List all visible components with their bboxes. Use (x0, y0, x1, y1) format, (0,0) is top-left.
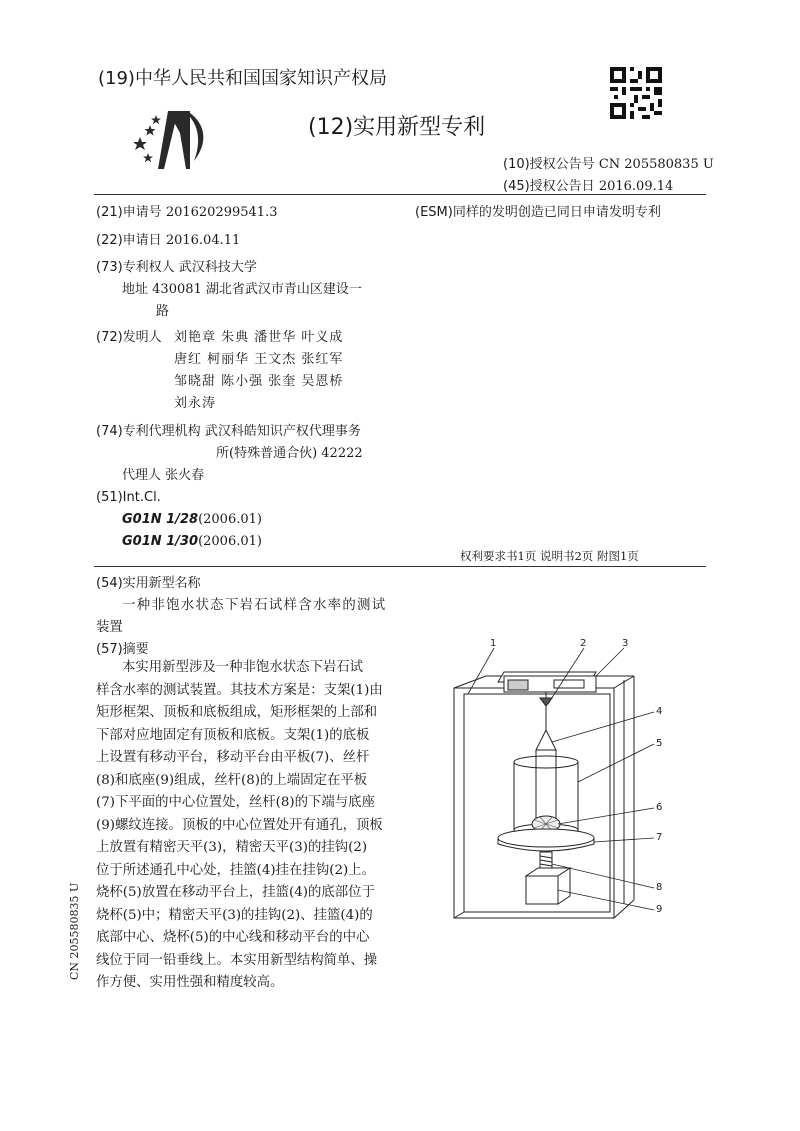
address-line-1: 430081 湖北省武汉市青山区建设一 (152, 282, 362, 297)
header-divider (94, 194, 706, 195)
ipc-date: (2006.01) (198, 534, 262, 549)
application-number (96, 201, 277, 220)
publication-date-label: (45)授权公告日 (503, 179, 595, 194)
agency (96, 420, 361, 439)
utility-model-title-label: (54)实用新型名称 (96, 576, 201, 591)
figure-label-4: 4 (656, 706, 663, 717)
figure-label-6: 6 (656, 802, 663, 813)
figure-label-8: 8 (656, 882, 663, 893)
qr-code (610, 67, 662, 119)
inventor-line: 刘艳章 朱典 潘世华 叶义成 (174, 330, 344, 345)
agency-label: (74)专利代理机构 (96, 424, 201, 439)
section-divider (94, 566, 706, 567)
figure-label-3: 3 (622, 638, 629, 649)
agent (122, 464, 204, 483)
agent-label: 代理人 (122, 468, 162, 483)
hook-cone (540, 698, 552, 706)
publication-number-label: (10)授权公告号 (503, 157, 595, 172)
application-number-value: 201620299541.3 (165, 205, 278, 220)
abstract-text (96, 657, 401, 995)
abstract-line: 作方便、实用性强和精度较高。 (96, 975, 284, 990)
patentee-value: 武汉科技大学 (178, 260, 257, 275)
publication-number (503, 153, 714, 172)
document-type: (12)实用新型专利 (308, 115, 486, 140)
abstract-line: 底部中心、烧杯(5)的中心线和移动平台的中心 (96, 930, 370, 945)
inventor-line: 唐红 柯丽华 王文杰 张红军 (174, 352, 344, 367)
apparatus-figure (448, 632, 670, 928)
figure-label-1: 1 (490, 638, 497, 649)
abstract-label: (57)摘要 (96, 642, 149, 657)
page-counts: 权利要求书1页 说明书2页 附图1页 (460, 549, 639, 563)
abstract-line: (8)和底座(9)组成，丝杆(8)的上端固定在平板 (96, 772, 368, 788)
address (122, 278, 362, 297)
abstract-line: 本实用新型涉及一种非饱水状态下岩石试 (122, 660, 364, 675)
application-date (96, 229, 240, 248)
publication-number-value: CN 205580835 U (598, 157, 714, 172)
agent-value: 张火春 (165, 468, 205, 483)
cnipa-logo (128, 103, 218, 175)
hanging-basket-wire (536, 730, 556, 750)
patentee-label: (73)专利权人 (96, 260, 175, 275)
ipc-code: G01N 1/30 (122, 534, 199, 549)
publication-date-value: 2016.09.14 (598, 179, 674, 194)
abstract-line: 下部对应地固定有顶板和底板。支架(1)的底板 (96, 727, 370, 743)
screw-base (526, 868, 570, 904)
abstract-line: 线位于同一铅垂线上。本实用新型结构简单、操 (96, 952, 378, 968)
issuing-office: (19)中华人民共和国国家知识产权局 (98, 68, 387, 89)
application-date-value: 2016.04.11 (165, 233, 241, 248)
inventor-line: 刘永涛 (174, 396, 217, 411)
abstract-line: 样含水率的测试装置。其技术方案是：支架(1)由 (96, 682, 383, 698)
figure-label-2: 2 (580, 638, 587, 649)
patentee (96, 256, 257, 275)
ipc-code: G01N 1/28 (122, 512, 199, 527)
ipc-entry (122, 512, 262, 527)
utility-model-title-line: 装置 (96, 620, 123, 635)
utility-model-title-line: 一种非饱水状态下岩石试样含水率的测试 (122, 598, 387, 613)
moving-plate (498, 829, 594, 851)
publication-date (503, 175, 673, 194)
figure-label-5: 5 (656, 738, 663, 749)
application-date-label: (22)申请日 (96, 233, 162, 248)
precision-balance (498, 672, 596, 692)
ipc-date: (2006.01) (198, 512, 262, 527)
inventor-line: 邹晓甜 陈小强 张奎 吴恩桥 (174, 374, 344, 389)
abstract-line: 烧杯(5)放置在移动平台上，挂篮(4)的底部位于 (96, 885, 375, 900)
int-cl-label: (51)Int.Cl. (96, 490, 161, 505)
abstract-line: (9)螺纹连接。顶板的中心位置处开有通孔，顶板 (96, 817, 383, 833)
address-line-2: 路 (156, 304, 170, 319)
application-number-label: (21)申请号 (96, 205, 162, 220)
abstract-line: 矩形框架、顶板和底板组成，矩形框架的上部和 (96, 705, 378, 720)
ipc-entry (122, 534, 262, 549)
abstract-line: (7)下平面的中心位置处，丝杆(8)的下端与底座 (96, 795, 375, 810)
abstract-line: 烧杯(5)中；精密天平(3)的挂钩(2)、挂篮(4)的 (96, 907, 373, 923)
figure-label-7: 7 (656, 832, 663, 843)
figure-label-9: 9 (656, 904, 663, 915)
address-label: 地址 (122, 282, 149, 297)
inventors-label: (72)发明人 (96, 330, 162, 345)
abstract-line: 上放置有精密天平(3)，精密天平(3)的挂钩(2) (96, 840, 368, 855)
abstract-line: 位于所述通孔中心处，挂篮(4)挂在挂钩(2)上。 (96, 862, 375, 878)
agency-line-2: 所(特殊普通合伙) 42222 (216, 446, 363, 461)
esm-note: (ESM)同样的发明创造已同日申请发明专利 (415, 205, 661, 220)
abstract-line: 上设置有移动平台，移动平台由平板(7)、丝杆 (96, 750, 370, 765)
agency-line-1: 武汉科皓知识产权代理事务 (204, 424, 361, 439)
side-publication-number: CN 205580835 U (68, 882, 81, 980)
